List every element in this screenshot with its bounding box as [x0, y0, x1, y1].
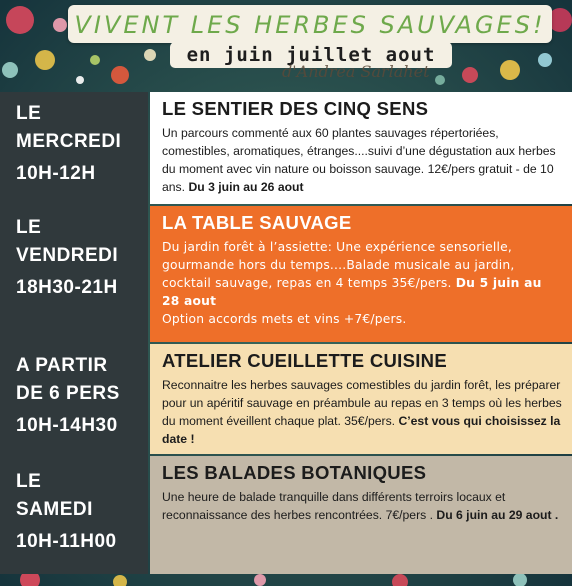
activity-body: Reconnaitre les herbes sauvages comestibles du jardin forêt, les préparer pour un apéritif sauvage en préambule au repas en 3 temps où les herbes du moment éveillent chaque plat. 35€/pers.: [162, 378, 562, 428]
activity-card-sentier: [150, 92, 572, 204]
activity-option: Option accords mets et vins +7€/pers.: [162, 312, 407, 326]
day-time: 10H-12H: [16, 163, 96, 184]
day-time: 10H-11H00: [16, 531, 117, 552]
activity-body: Une heure de balade tranquille dans différents terroirs locaux et reconnaissance des herbes rencontrées. 7€/pers .: [162, 490, 506, 522]
activity-body: Du jardin forêt à l’assiette: Une expérience sensorielle, gourmande hors du temps....Balade musicale au jardin, cocktail sauvage, repas en 4 temps 35€/pers.: [162, 240, 515, 290]
activity-title: LES BALADES BOTANIQUES: [162, 462, 427, 483]
activity-title: ATELIER CUEILLETTE CUISINE: [162, 350, 447, 371]
activity-description: [162, 376, 562, 448]
activity-dates: Du 6 juin au 29 aout .: [436, 508, 559, 522]
activity-description: [162, 488, 562, 524]
schedule-day-1: [0, 100, 148, 188]
day-time: 10H-14H30: [16, 415, 118, 436]
activity-description: [162, 124, 562, 196]
activity-title: LA TABLE SAUVAGE: [162, 212, 352, 233]
activity-title: LE SENTIER DES CINQ SENS: [162, 98, 429, 119]
artist-signature: d'Andrea Sarlahet: [282, 62, 430, 81]
activity-dates: Du 5 juin au 28 aout: [162, 276, 542, 308]
day-label-line1: LE: [16, 217, 42, 238]
day-label-line2: VENDREDI: [16, 245, 119, 266]
day-label-line1: A PARTIR: [16, 355, 108, 376]
activity-body: Un parcours commenté aux 60 plantes sauvages répertoriées, comestibles, aromatiques, étranges....suivi d’une dégustation aux herbes du moment avec vin nature ou boisson sauvage. 12€/pers gratuit - de 10 ans.: [162, 126, 556, 194]
page-title: VIVENT LES HERBES SAUVAGES!: [74, 11, 546, 39]
activity-card-table-sauvage: [150, 206, 572, 342]
day-label-line2: SAMEDI: [16, 499, 93, 520]
activity-card-balades: [150, 456, 572, 574]
activity-card-atelier: [150, 344, 572, 454]
activity-dates: C’est vous qui choisissez la date !: [162, 414, 561, 446]
schedule-day-2: [0, 214, 148, 302]
schedule-day-4: [0, 468, 148, 556]
day-label-line1: LE: [16, 471, 42, 492]
day-label-line1: LE: [16, 103, 42, 124]
activity-dates: Du 3 juin au 26 aout: [188, 180, 304, 194]
day-label-line2: DE 6 PERS: [16, 383, 120, 404]
activity-description: [162, 238, 562, 328]
day-time: 18H30-21H: [16, 277, 118, 298]
schedule-day-3: [0, 352, 148, 440]
day-label-line2: MERCREDI: [16, 131, 122, 152]
page-subtitle: en juin juillet aout: [186, 44, 436, 66]
